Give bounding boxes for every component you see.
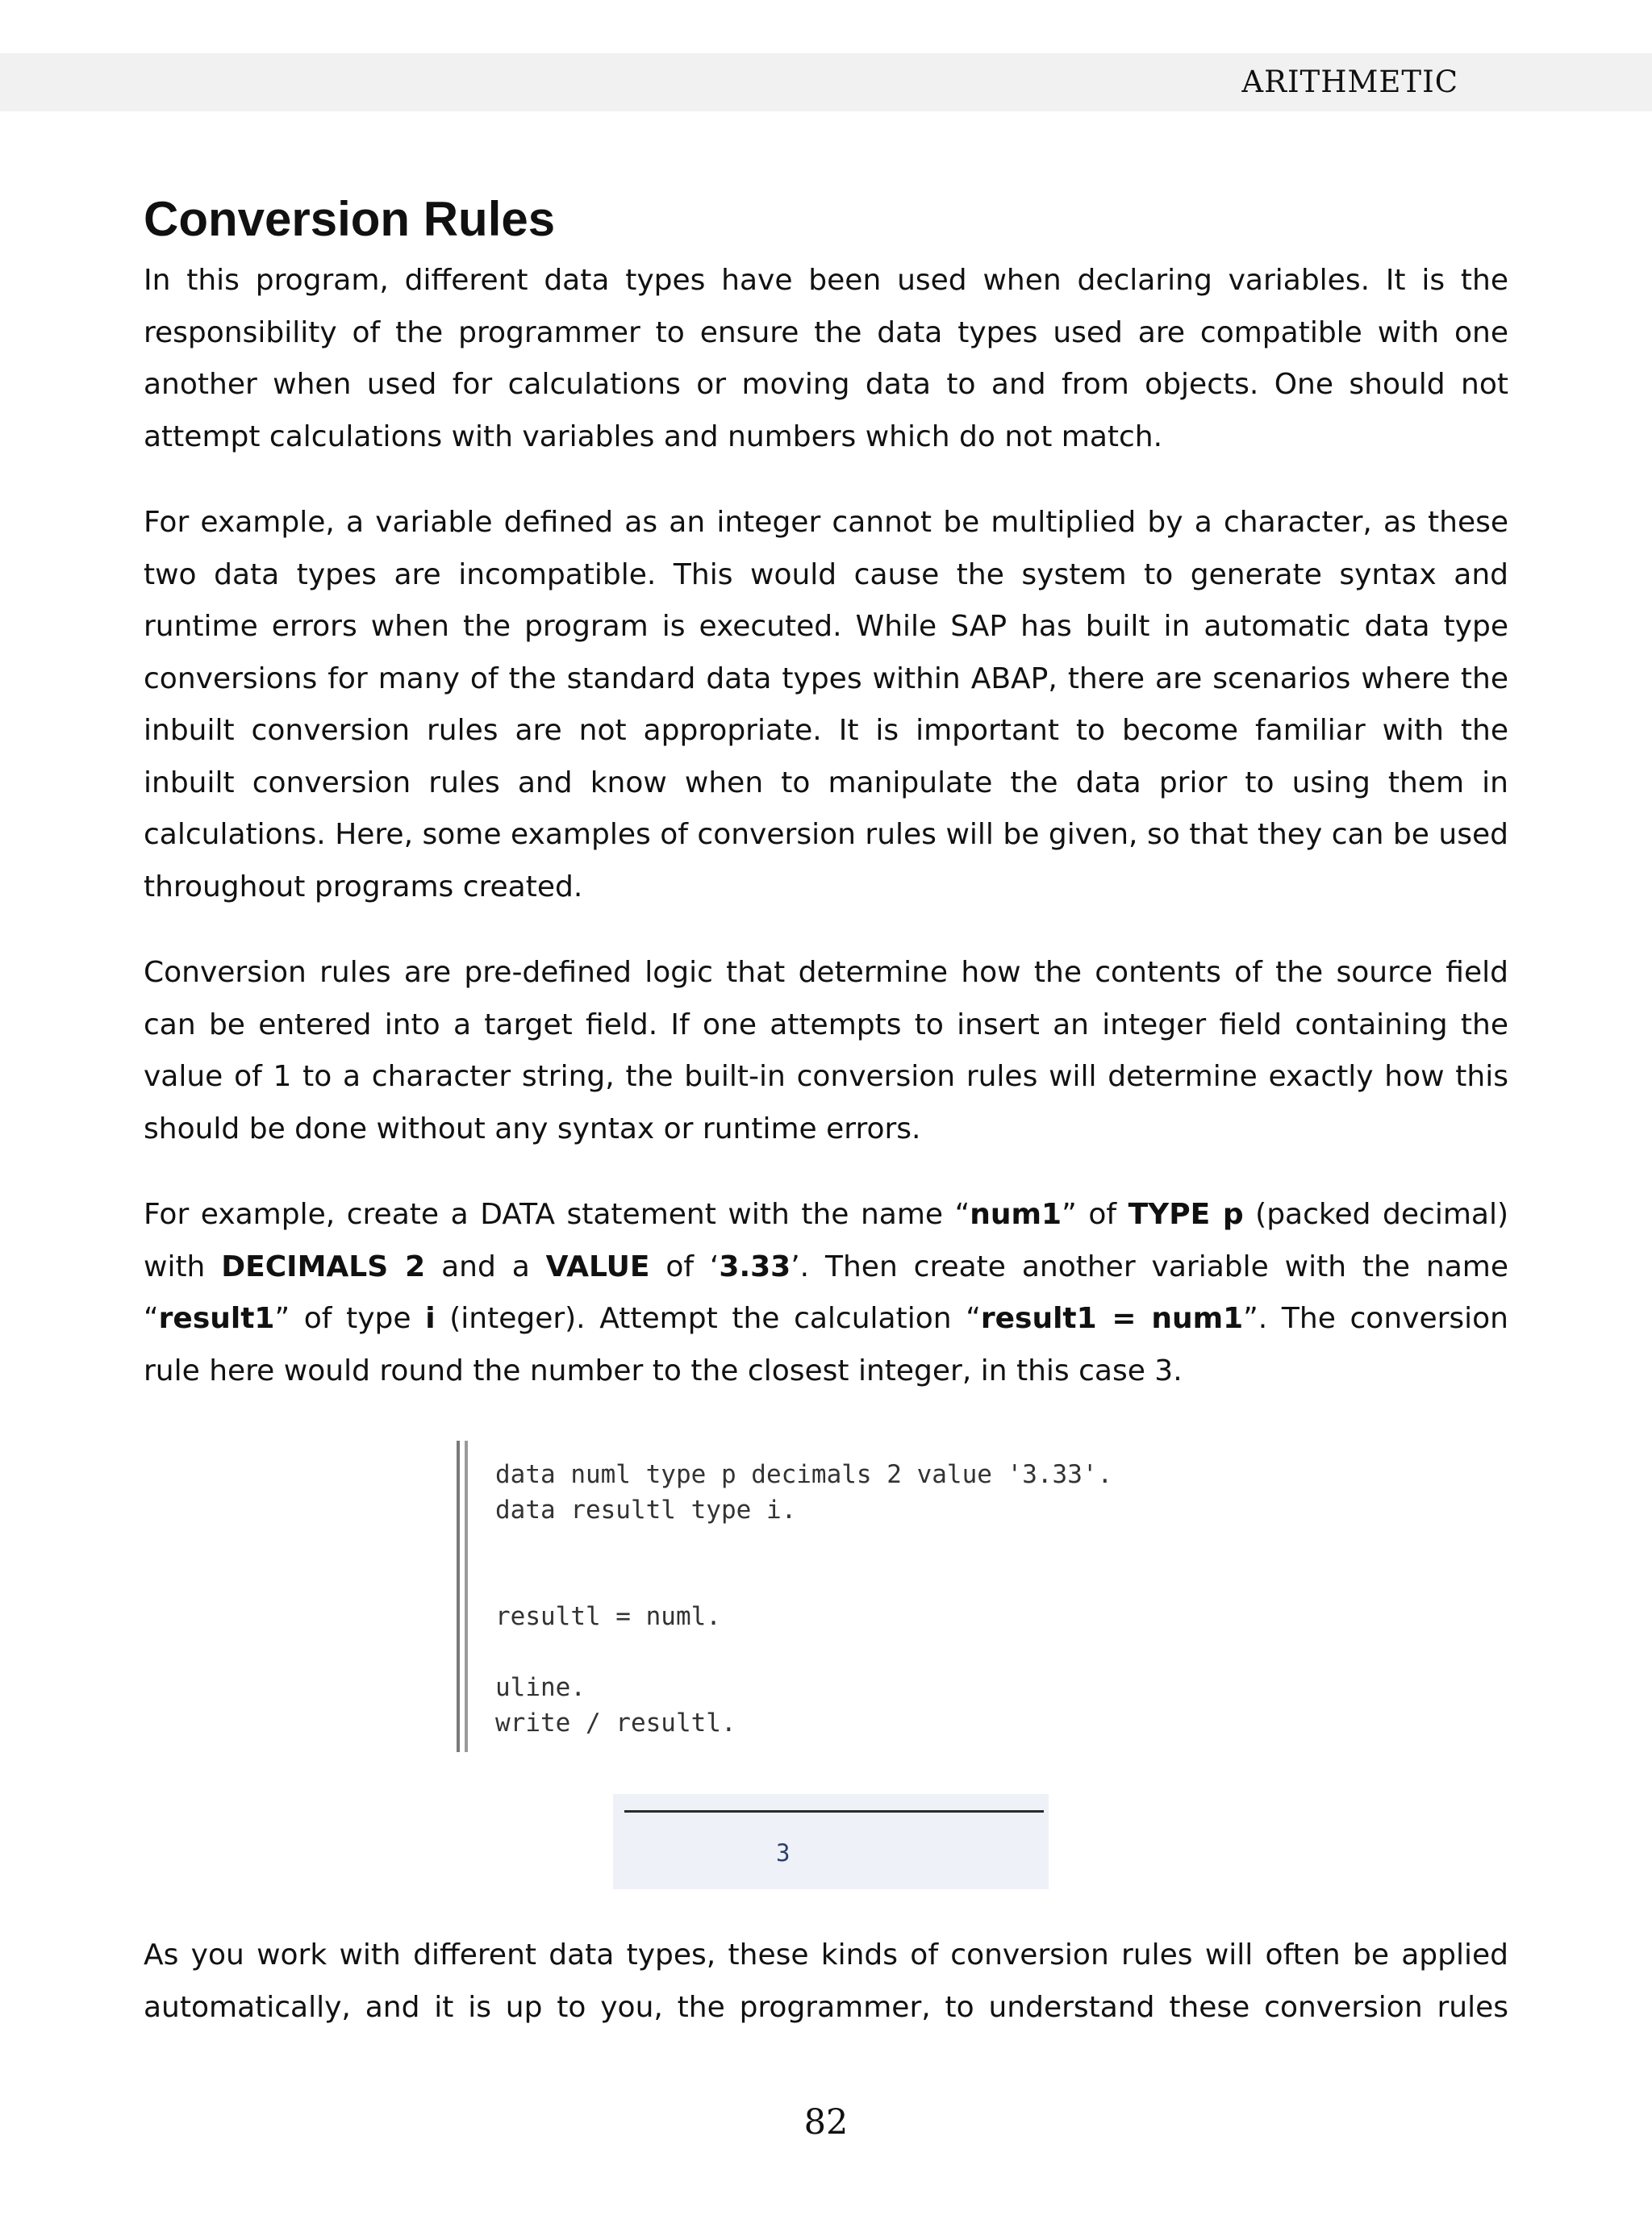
p4-text: For example, create a DATA statement with the name “ (144, 1198, 970, 1231)
page-number: 82 (803, 2102, 849, 2143)
paragraph-4 (144, 1189, 1508, 1397)
code-listing: data numl type p decimals 2 value '3.33'. data resultl type i. resultl = numl. uline. write / resultl. (495, 1460, 1113, 1738)
p4-text: ”. The conversion rule here would round the number to the closest integer, in this case 3. (144, 1302, 1508, 1387)
p4-bold: VALUE (545, 1250, 650, 1283)
p4-text: and a (425, 1250, 546, 1283)
p4-bold: num1 (970, 1198, 1062, 1231)
section-heading: Conversion Rules (144, 192, 556, 246)
p4-text: ” of type (274, 1302, 426, 1335)
paragraph-2: For example, a variable defined as an integer cannot be multiplied by a character, as these two data types are incompatible. This would cause the system to generate syntax and runtime errors when the program is executed. While SAP has built in automatic data type conversions for many of the standard data types within ABAP, there are scenarios where the inbuilt conversion rules are not appropriate. It is important to become familiar with the inbuilt conversion rules and know when to manipulate the data prior to using them in calculations. Here, some examples of conversion rules will be given, so that they can be used throughout programs created. (144, 506, 1508, 903)
p4-bold: DECIMALS 2 (221, 1250, 426, 1283)
uline-output (624, 1810, 1044, 1813)
paragraph-1: In this program, different data types have been used when declaring variables. It is the responsibility of the programmer to ensure the data types used are compatible with one another when used for calculations or moving data to and from objects. One should not attempt calculations with variables and numbers which do not match. (144, 264, 1508, 453)
output-screenshot (613, 1794, 1049, 1889)
editor-gutter-line (465, 1441, 468, 1752)
p4-text: ’. Then create another variable with the name “ (144, 1250, 1509, 1335)
p4-bold: result1 = num1 (980, 1302, 1244, 1335)
page-content (144, 190, 1508, 1431)
p4-text: ” of (1062, 1198, 1128, 1231)
editor-gutter-line (457, 1441, 460, 1752)
paragraph-5: As you work with different data types, these kinds of conversion rules will often be applied automatically, and it is up to you, the programmer, to understand these conversion rules (144, 1938, 1508, 2024)
paragraph-3: Conversion rules are pre-defined logic that determine how the contents of the source field can be entered into a target field. If one attempts to insert an integer field containing the value of 1 to a character string, the built-in conversion rules will determine exactly how this should be done without any syntax or runtime errors. (144, 956, 1508, 1145)
p4-bold: i (425, 1302, 436, 1335)
p4-bold: TYPE p (1128, 1198, 1244, 1231)
p4-text: (packed decimal) with (144, 1198, 1509, 1283)
p4-bold: result1 (158, 1302, 275, 1335)
p4-text: (integer). Attempt the calculation “ (435, 1302, 981, 1335)
running-header: ARITHMETIC (1241, 65, 1458, 99)
output-value: 3 (776, 1839, 791, 1867)
p4-text: of ‘ (649, 1250, 720, 1283)
code-screenshot (457, 1441, 1231, 1752)
p4-bold: 3.33 (719, 1250, 791, 1283)
